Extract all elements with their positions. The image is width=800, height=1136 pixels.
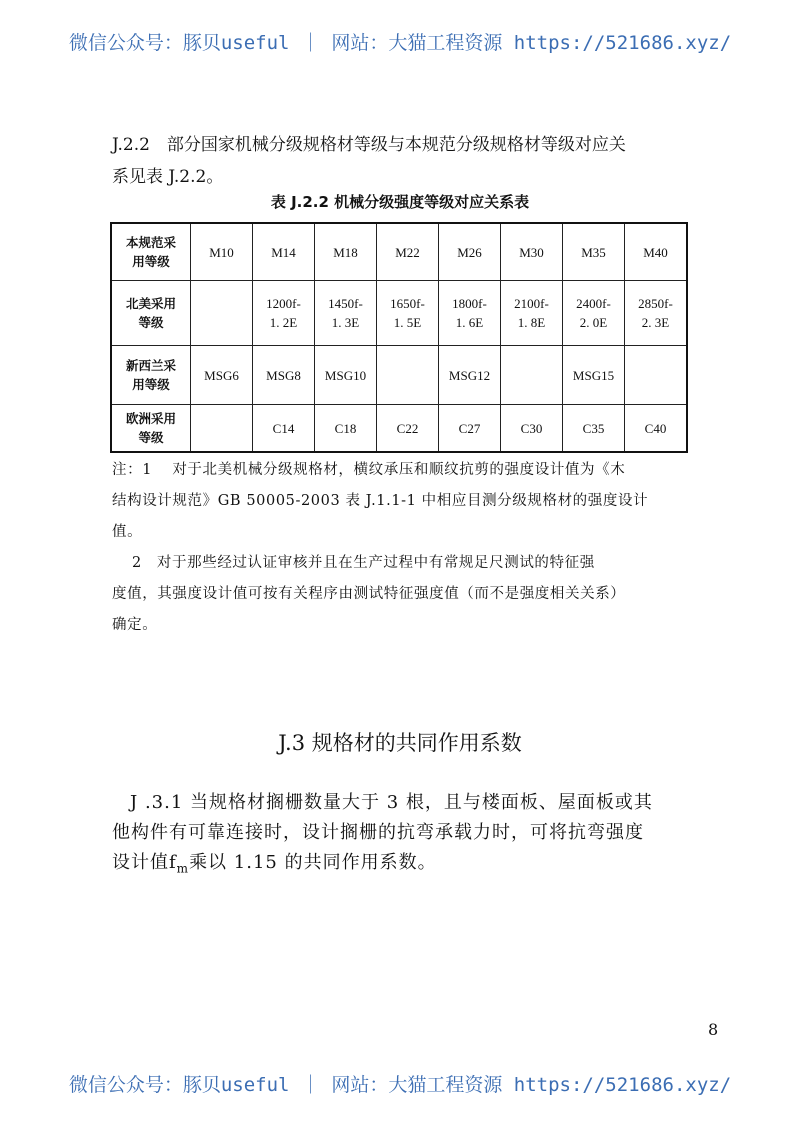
row-header xyxy=(111,346,191,405)
table-cell xyxy=(377,281,439,346)
row-header-line: 用等级 xyxy=(132,254,170,269)
table-cell xyxy=(253,346,315,405)
note-line: 值。 xyxy=(112,524,143,540)
cell-text: M14 xyxy=(271,244,296,260)
cell-text: M22 xyxy=(395,244,420,260)
row-header xyxy=(111,281,191,346)
row-header-line: 用等级 xyxy=(132,377,170,392)
cell-text: C30 xyxy=(520,420,543,436)
table-cell xyxy=(563,346,625,405)
cell-text: 1. 8E xyxy=(517,315,546,330)
table-cell xyxy=(191,346,253,405)
subscript: m xyxy=(176,861,190,876)
watermark-footer: 微信公众号：豚贝useful ｜ 网站：大猫工程资源 https://521686.xyz/ xyxy=(68,1074,732,1096)
table-cell xyxy=(501,405,563,453)
cell-text: 1650f- xyxy=(390,296,425,311)
row-header-line: 等级 xyxy=(138,430,164,445)
cell-text: 2100f- xyxy=(514,296,549,311)
row-header-line: 等级 xyxy=(138,315,164,330)
text: 乘以 1.15 的共同作用系数。 xyxy=(189,852,437,873)
cell-text: C27 xyxy=(458,420,481,436)
table-cell xyxy=(563,281,625,346)
text: 设计值f xyxy=(112,852,177,873)
table-row xyxy=(111,405,687,453)
table-cell xyxy=(253,405,315,453)
cell-text: 1. 5E xyxy=(393,315,422,330)
table-cell xyxy=(315,223,377,281)
row-header xyxy=(111,223,191,281)
cell-text: C14 xyxy=(272,420,295,436)
note-line: 度值，其强度设计值可按有关程序由测试特征强度值（而不是强度相关关系） xyxy=(112,586,626,602)
cell-text: 1200f- xyxy=(266,296,301,311)
cell-text: MSG6 xyxy=(204,367,239,383)
note-line: 注：1 对于北美机械分级规格材，横纹承压和顺纹抗剪的强度设计值为《木 xyxy=(112,462,626,478)
cell-text: 1450f- xyxy=(328,296,363,311)
note-line: 确定。 xyxy=(112,617,158,633)
cell-text: 2400f- xyxy=(576,296,611,311)
cell-text: C40 xyxy=(644,420,667,436)
table-cell xyxy=(501,346,563,405)
watermark-header: 微信公众号：豚贝useful ｜ 网站：大猫工程资源 https://521686.xyz/ xyxy=(68,32,732,54)
clause-j31-line: J .3.1 当规格材搁栅数量大于 3 根，且与楼面板、屋面板或其 xyxy=(130,792,653,813)
cell-text: MSG10 xyxy=(324,367,367,383)
table-cell xyxy=(625,223,688,281)
table-cell xyxy=(191,405,253,453)
cell-text: 1. 2E xyxy=(269,315,298,330)
cell-text: 1. 6E xyxy=(455,315,484,330)
cell-text: M10 xyxy=(209,244,234,260)
table-caption: 表 J.2.2 机械分级强度等级对应关系表 xyxy=(270,193,530,211)
row-header-line: 北美采用 xyxy=(125,296,176,311)
table-cell xyxy=(439,281,501,346)
cell-text: MSG8 xyxy=(266,367,301,383)
table-cell xyxy=(625,405,688,453)
note-line: 2 对于那些经过认证审核并且在生产过程中有常规足尺测试的特征强 xyxy=(132,555,595,571)
cell-text: M18 xyxy=(333,244,358,260)
clause-j22-line: 系见表 J.2.2。 xyxy=(112,167,224,187)
cell-text: 2. 0E xyxy=(579,315,608,330)
row-header-line: 欧洲采用 xyxy=(125,411,176,426)
cell-text: 2. 3E xyxy=(641,315,670,330)
table-cell xyxy=(563,405,625,453)
table-cell xyxy=(625,346,688,405)
note-line: 结构设计规范》GB 50005-2003 表 J.1.1-1 中相应目测分级规格材的强度设计 xyxy=(112,493,649,509)
cell-text: M35 xyxy=(581,244,606,260)
cell-text: C35 xyxy=(582,420,605,436)
table-cell xyxy=(501,223,563,281)
table-cell xyxy=(315,405,377,453)
cell-text: MSG12 xyxy=(448,367,491,383)
table-cell xyxy=(315,281,377,346)
table-row xyxy=(111,346,687,405)
cell-text: MSG15 xyxy=(572,367,615,383)
cell-text: 2850f- xyxy=(638,296,673,311)
cell-text: M30 xyxy=(519,244,544,260)
table-cell xyxy=(191,281,253,346)
cell-text: M26 xyxy=(457,244,482,260)
clause-j31-line: 他构件有可靠连接时，设计搁栅的抗弯承载力时，可将抗弯强度 xyxy=(112,822,644,843)
cell-text: C22 xyxy=(396,420,419,436)
cell-text: M40 xyxy=(643,244,668,260)
table-row xyxy=(111,281,687,346)
cell-text: C18 xyxy=(334,420,357,436)
row-header xyxy=(111,405,191,453)
table-cell xyxy=(501,281,563,346)
table-cell xyxy=(563,223,625,281)
page-number: 8 xyxy=(708,1020,719,1039)
cell-text: 1. 3E xyxy=(331,315,360,330)
section-heading: J.3 规格材的共同作用系数 xyxy=(278,731,522,755)
cell-text: 1800f- xyxy=(452,296,487,311)
table-cell xyxy=(439,346,501,405)
row-header-line: 新西兰采 xyxy=(125,358,176,373)
table-cell xyxy=(191,223,253,281)
table-cell xyxy=(377,346,439,405)
table-cell xyxy=(439,223,501,281)
clause-j22-line: J.2.2 部分国家机械分级规格材等级与本规范分级规格材等级对应关 xyxy=(112,135,626,155)
table-cell xyxy=(439,405,501,453)
grade-table xyxy=(110,222,688,453)
table-cell xyxy=(253,281,315,346)
table-cell xyxy=(377,223,439,281)
row-header-line: 本规范采 xyxy=(125,235,176,250)
table-cell xyxy=(315,346,377,405)
table-cell xyxy=(253,223,315,281)
clause-j31-line xyxy=(112,848,437,876)
table-cell xyxy=(377,405,439,453)
table-cell xyxy=(625,281,688,346)
table-row xyxy=(111,223,687,281)
